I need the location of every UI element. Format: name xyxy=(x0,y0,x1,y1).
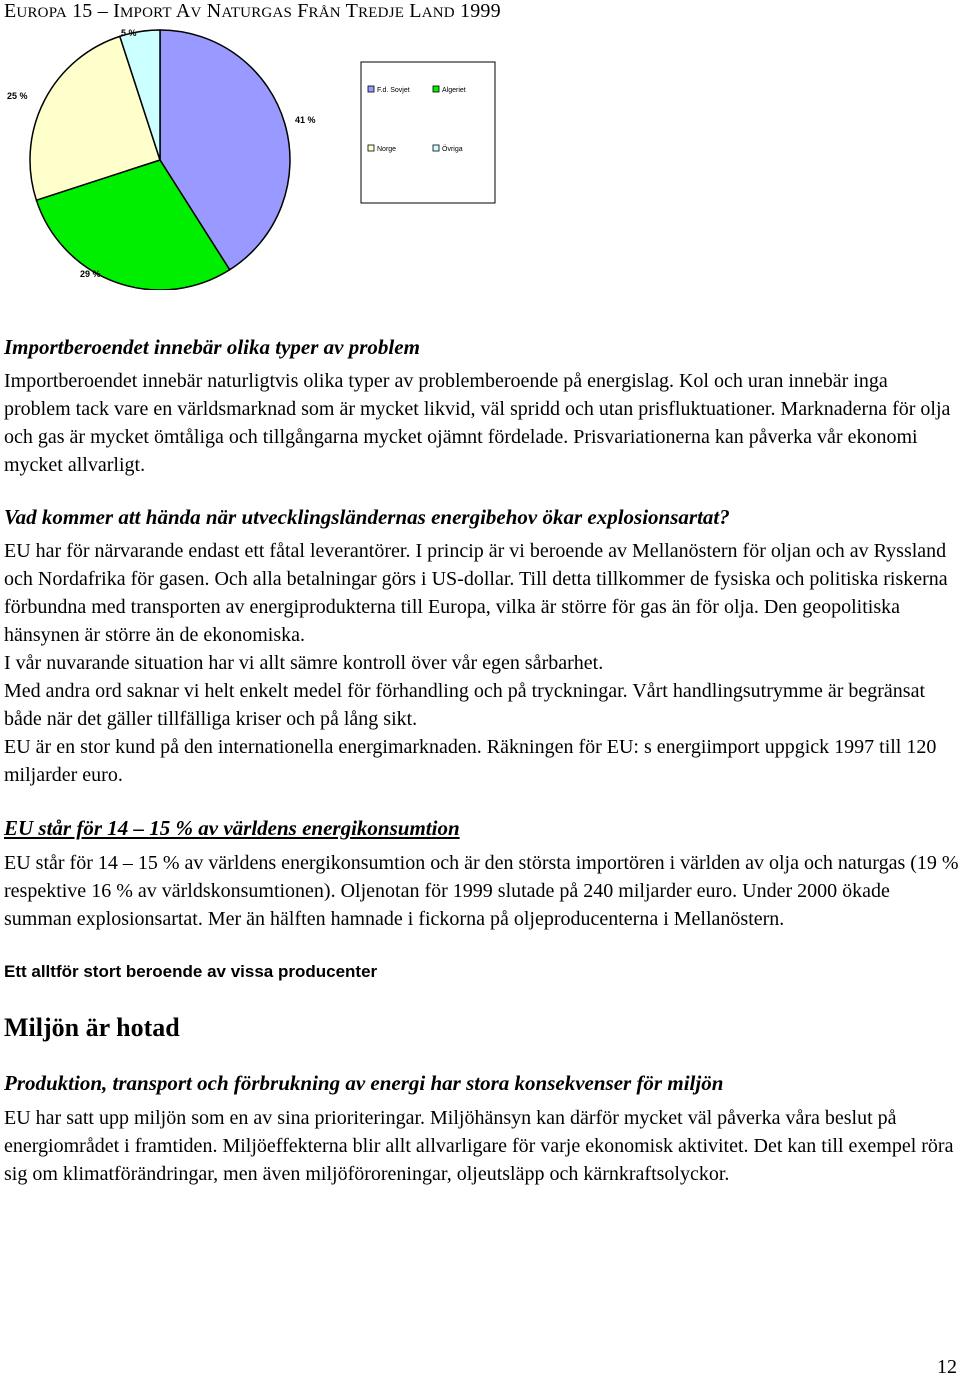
legend-box xyxy=(361,62,495,203)
chart-legend xyxy=(361,62,495,203)
paragraph-world-consumption: EU står för 14 – 15 % av världens energikonsumtion och är den största importören i världen av olja och naturgas (19 % respektive 16 % av världskonsumtionen). Oljenotan för 1999 slutade på 240 miljarder euro. Under 2000 ökade summan explosionsartat. Mer än hälften hamnade i fickorna på oljeproducenterna i Mellanöstern. xyxy=(4,852,959,930)
section-heading-environment-consequences: Produktion, transport och förbrukning av energi har stora konsekvenser för miljön xyxy=(4,1071,724,1095)
page-number: 12 xyxy=(937,1356,957,1378)
paragraph-suppliers-1: EU har för närvarande endast ett fåtal leverantörer. I princip är vi beroende av Mellanöstern för oljan och av Ryssland och Nordafrika för gasen. Och alla betalningar görs i US-dollar. Till detta tillkommer de fysiska och politiska riskerna förbundna med transporten av energiprodukterna till Europa, vilka är större för gas än för olja. Den geopolitiska hänsynen är större än de ekonomiska. xyxy=(4,540,948,646)
paragraph-suppliers xyxy=(4,537,959,789)
paragraph-environment: EU har satt upp miljön som en av sina prioriteringar. Miljöhänsyn kan därför mycket väl påverka våra beslut på energiområdet i framtiden. Miljöeffekterna blir allt allvarligare för varje ekonomisk aktivitet. Det kan till exempel röra sig om klimatförändringar, men även miljöföroreningar, oljeutsläpp och kärnkraftsolyckor. xyxy=(4,1107,954,1185)
pie-label: 29 % xyxy=(80,269,101,279)
legend-swatch xyxy=(433,86,439,92)
legend-label: F.d. Sovjet xyxy=(377,87,410,94)
section-heading-dependence: Ett alltför stort beroende av vissa producenter xyxy=(4,962,378,981)
pie-label: 41 % xyxy=(295,115,316,125)
pie-label: 5 % xyxy=(121,28,137,38)
page-header: EUROPA 15 – IMPORT AV NATURGAS FRÅN TREDJE LAND 1999 xyxy=(4,0,501,22)
paragraph-import-problems: Importberoendet innebär naturligtvis olika typer av problemberoende på energislag. Kol och uran innebär inga problem tack vare en världsmarknad som är mycket likvid, väl spridd och utan prisfluktuationer. Marknaderna för olja och gas är mycket ömtåliga och tillgångarna mycket ojämnt fördelade. Prisvariationerna kan påverka vår ekonomi mycket allvarligt. xyxy=(4,370,951,476)
section-heading-environment: Miljön är hotad xyxy=(4,1013,180,1042)
paragraph-suppliers-3: Med andra ord saknar vi helt enkelt medel för förhandling och på tryckningar. Vårt handlingsutrymme är begränsat både när det gäller tillfälliga kriser och på lång sikt. xyxy=(4,680,926,730)
legend-label: Övriga xyxy=(442,146,463,153)
legend-label: Norge xyxy=(377,146,397,153)
paragraph-suppliers-4: EU är en stor kund på den internationella energimarknaden. Räkningen för EU: s energiimport uppgick 1997 till 120 miljarder euro. xyxy=(4,736,937,786)
pie-label: 25 % xyxy=(7,91,28,101)
section-heading-import-problems: Importberoendet innebär olika typer av problem xyxy=(4,335,420,359)
legend-swatch xyxy=(368,145,374,151)
legend-swatch xyxy=(433,145,439,151)
pie-slices xyxy=(30,30,290,290)
section-heading-developing-countries: Vad kommer att hända när utvecklingsländernas energibehov ökar explosionsartat? xyxy=(4,505,730,529)
section-heading-world-consumption: EU står för 14 – 15 % av världens energikonsumtion xyxy=(4,816,460,840)
legend-swatch xyxy=(368,86,374,92)
legend-label: Algeriet xyxy=(442,87,466,94)
paragraph-suppliers-2: I vår nuvarande situation har vi allt sämre kontroll över vår egen sårbarhet. xyxy=(4,652,604,674)
import-pie-chart xyxy=(0,20,520,290)
